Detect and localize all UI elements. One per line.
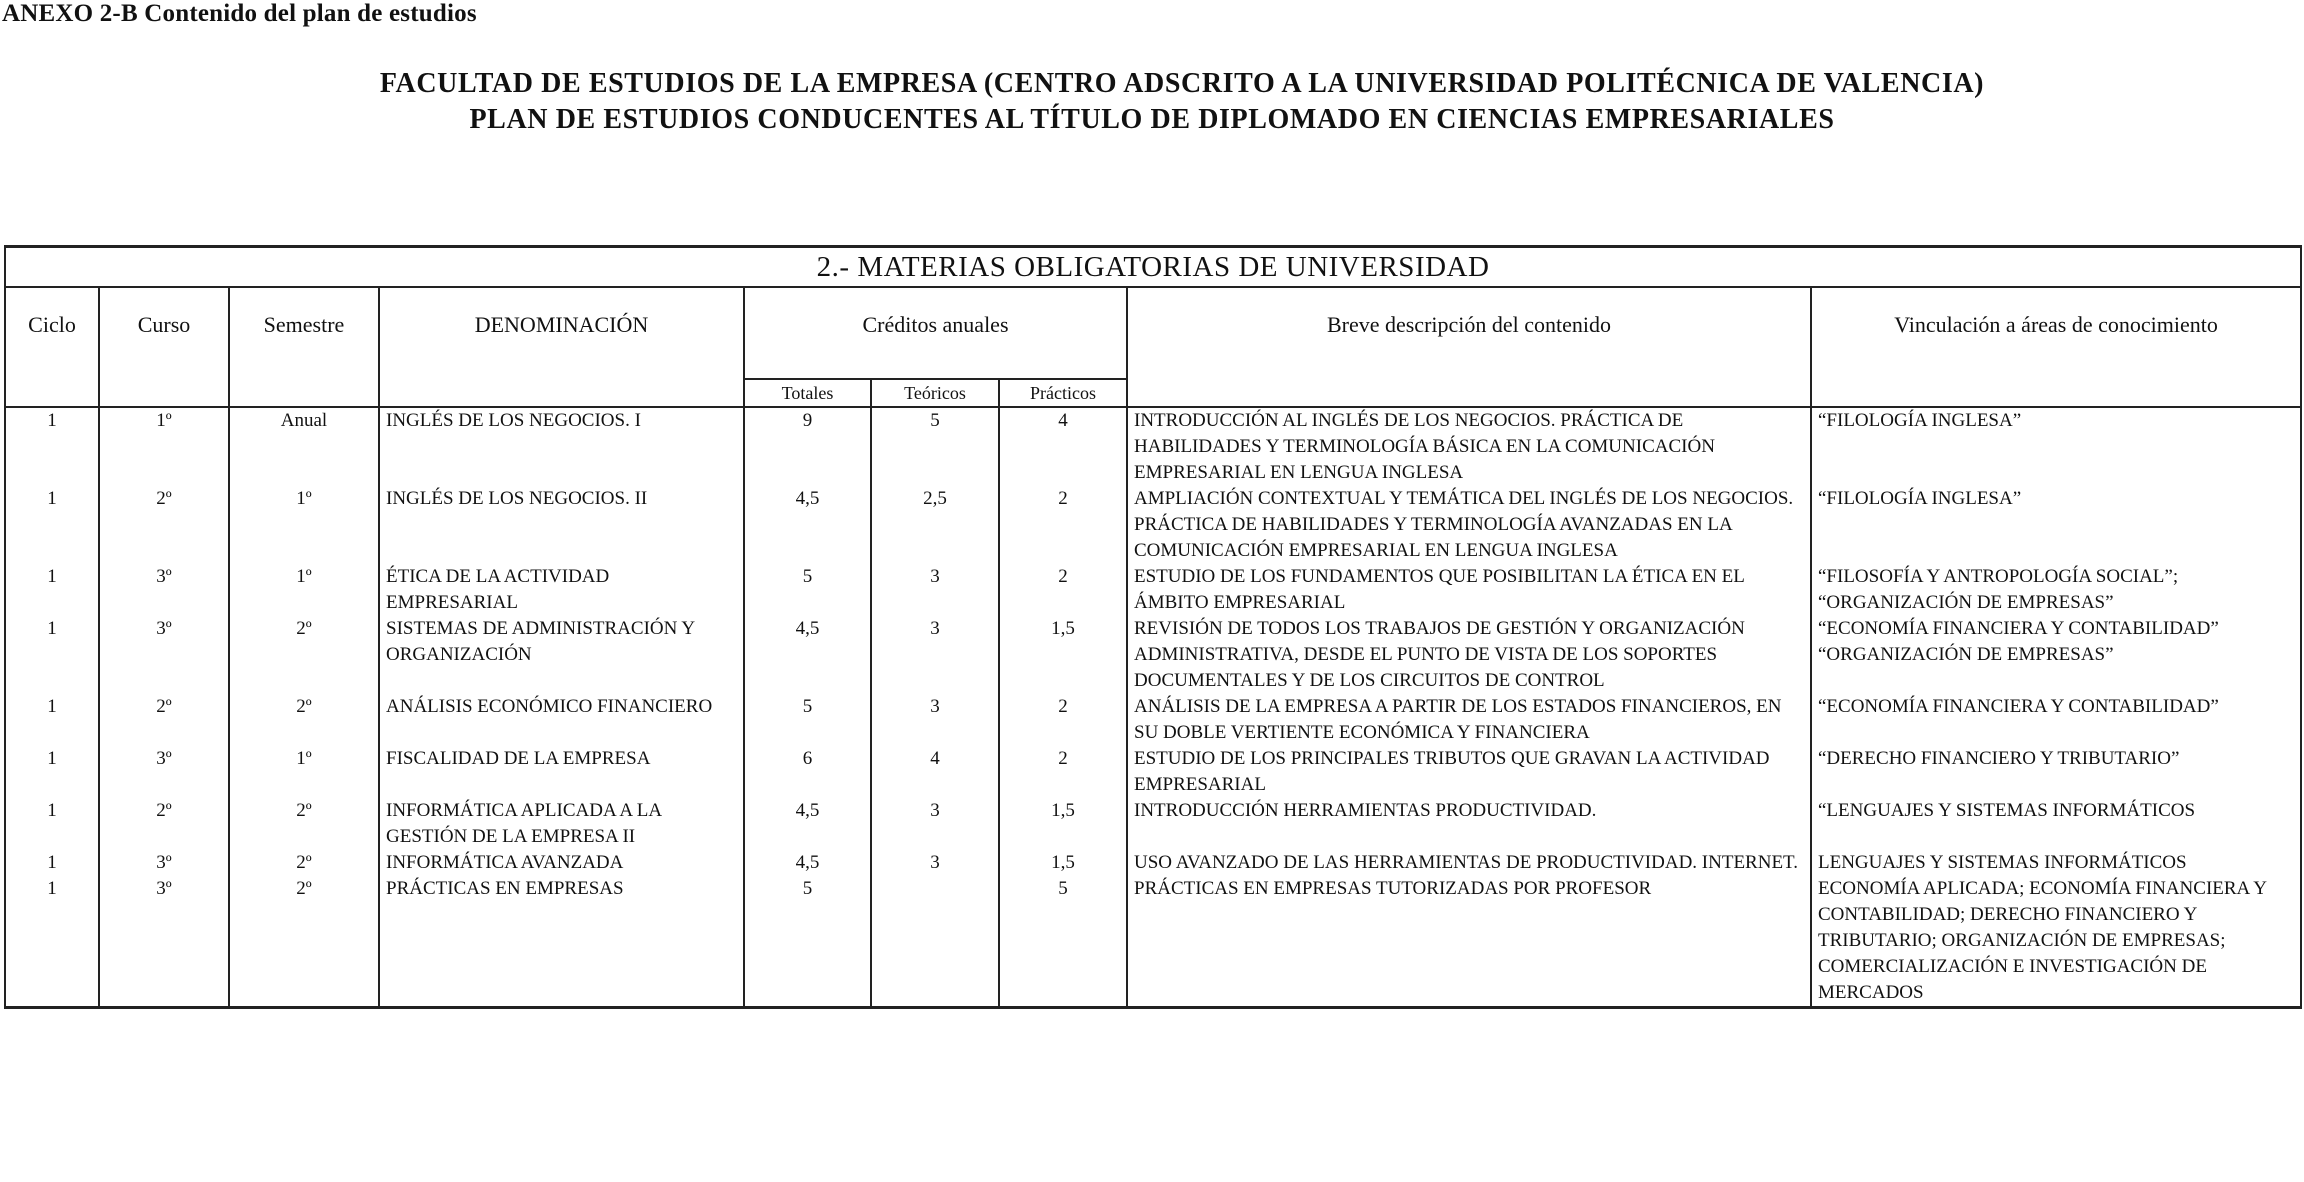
cell-denominacion: INFORMÁTICA AVANZADA [379,850,744,876]
table-row [5,746,2301,798]
cell-denominacion: INGLÉS DE LOS NEGOCIOS. II [379,486,744,564]
title-line-2: PLAN DE ESTUDIOS CONDUCENTES AL TÍTULO DE DIPLOMADO EN CIENCIAS EMPRESARIALES [469,104,1835,135]
cell-semestre: 2º [229,850,379,876]
cell-ciclo: 1 [5,564,99,616]
document-title-block [0,66,2304,138]
cell-teoricos: 2,5 [871,486,999,564]
cell-semestre: 1º [229,486,379,564]
table-row [5,407,2301,486]
cell-curso: 1º [99,407,229,486]
cell-practicos: 4 [999,407,1127,486]
title-line-1: FACULTAD DE ESTUDIOS DE LA EMPRESA (CENTRO ADSCRITO A LA UNIVERSIDAD POLITÉCNICA DE VALENCIA) [379,68,1985,99]
cell-curso: 3º [99,564,229,616]
cell-vinculacion: “FILOSOFÍA Y ANTROPOLOGÍA SOCIAL”; “ORGANIZACIÓN DE EMPRESAS” [1811,564,2301,616]
cell-curso: 3º [99,876,229,1008]
cell-ciclo: 1 [5,486,99,564]
cell-totales: 9 [744,407,871,486]
cell-semestre: 2º [229,876,379,1008]
cell-denominacion: FISCALIDAD DE LA EMPRESA [379,746,744,798]
cell-ciclo: 1 [5,616,99,694]
col-header-curso: Curso [99,287,229,407]
col-header-vinculacion: Vinculación a áreas de conocimiento [1811,287,2301,407]
cell-teoricos: 5 [871,407,999,486]
table-row [5,876,2301,1008]
cell-ciclo: 1 [5,746,99,798]
cell-descripcion: REVISIÓN DE TODOS LOS TRABAJOS DE GESTIÓN Y ORGANIZACIÓN ADMINISTRATIVA, DESDE EL PUNTO DE VISTA DE LOS SOPORTES DOCUMENTALES Y DE LOS CIRCUITOS DE CONTROL [1127,616,1811,694]
cell-practicos: 1,5 [999,616,1127,694]
cell-descripcion: ANÁLISIS DE LA EMPRESA A PARTIR DE LOS ESTADOS FINANCIEROS, EN SU DOBLE VERTIENTE ECONÓMICA Y FINANCIERA [1127,694,1811,746]
cell-descripcion: AMPLIACIÓN CONTEXTUAL Y TEMÁTICA DEL INGLÉS DE LOS NEGOCIOS. PRÁCTICA DE HABILIDADES Y TERMINOLOGÍA AVANZADAS EN LA COMUNICACIÓN EMPRESARIAL EN LENGUA INGLESA [1127,486,1811,564]
cell-practicos: 2 [999,746,1127,798]
cell-semestre: 2º [229,616,379,694]
cell-vinculacion: ECONOMÍA APLICADA; ECONOMÍA FINANCIERA Y CONTABILIDAD; DERECHO FINANCIERO Y TRIBUTARIO; ORGANIZACIÓN DE EMPRESAS; COMERCIALIZACIÓN E INVESTIGACIÓN DE MERCADOS [1811,876,2301,1008]
cell-vinculacion: “FILOLOGÍA INGLESA” [1811,407,2301,486]
cell-ciclo: 1 [5,850,99,876]
cell-semestre: 2º [229,798,379,850]
cell-semestre: Anual [229,407,379,486]
cell-practicos: 2 [999,694,1127,746]
cell-teoricos: 3 [871,616,999,694]
table-row [5,486,2301,564]
table-row [5,616,2301,694]
cell-vinculacion: “FILOLOGÍA INGLESA” [1811,486,2301,564]
cell-curso: 2º [99,694,229,746]
cell-curso: 2º [99,486,229,564]
cell-descripcion: INTRODUCCIÓN HERRAMIENTAS PRODUCTIVIDAD. [1127,798,1811,850]
table-row [5,694,2301,746]
cell-vinculacion: “DERECHO FINANCIERO Y TRIBUTARIO” [1811,746,2301,798]
cell-teoricos: 3 [871,798,999,850]
cell-vinculacion: “LENGUAJES Y SISTEMAS INFORMÁTICOS [1811,798,2301,850]
cell-teoricos: 3 [871,564,999,616]
col-header-totales: Totales [744,379,871,407]
cell-denominacion: INFORMÁTICA APLICADA A LA GESTIÓN DE LA EMPRESA II [379,798,744,850]
cell-denominacion: ÉTICA DE LA ACTIVIDAD EMPRESARIAL [379,564,744,616]
cell-denominacion: ANÁLISIS ECONÓMICO FINANCIERO [379,694,744,746]
cell-curso: 3º [99,850,229,876]
cell-teoricos: 4 [871,746,999,798]
section-title: 2.- MATERIAS OBLIGATORIAS DE UNIVERSIDAD [5,247,2301,288]
cell-practicos: 5 [999,876,1127,1008]
cell-semestre: 2º [229,694,379,746]
cell-practicos: 2 [999,486,1127,564]
cell-curso: 3º [99,616,229,694]
cell-descripcion: USO AVANZADO DE LAS HERRAMIENTAS DE PRODUCTIVIDAD. INTERNET. [1127,850,1811,876]
cell-denominacion: INGLÉS DE LOS NEGOCIOS. I [379,407,744,486]
cell-teoricos: 3 [871,850,999,876]
cell-totales: 6 [744,746,871,798]
cell-ciclo: 1 [5,876,99,1008]
cell-curso: 2º [99,798,229,850]
study-plan-table [4,245,2302,1009]
col-header-denominacion: DENOMINACIÓN [379,287,744,407]
cell-ciclo: 1 [5,798,99,850]
cell-semestre: 1º [229,564,379,616]
cell-totales: 5 [744,694,871,746]
cell-practicos: 2 [999,564,1127,616]
cell-descripcion: ESTUDIO DE LOS FUNDAMENTOS QUE POSIBILITAN LA ÉTICA EN EL ÁMBITO EMPRESARIAL [1127,564,1811,616]
cell-totales: 4,5 [744,486,871,564]
cell-descripcion: ESTUDIO DE LOS PRINCIPALES TRIBUTOS QUE GRAVAN LA ACTIVIDAD EMPRESARIAL [1127,746,1811,798]
cell-ciclo: 1 [5,407,99,486]
cell-vinculacion: LENGUAJES Y SISTEMAS INFORMÁTICOS [1811,850,2301,876]
cell-vinculacion: “ECONOMÍA FINANCIERA Y CONTABILIDAD” [1811,694,2301,746]
cell-descripcion: INTRODUCCIÓN AL INGLÉS DE LOS NEGOCIOS. PRÁCTICA DE HABILIDADES Y TERMINOLOGÍA BÁSICA EN LA COMUNICACIÓN EMPRESARIAL EN LENGUA INGLESA [1127,407,1811,486]
table-row [5,564,2301,616]
cell-totales: 4,5 [744,798,871,850]
col-header-descripcion: Breve descripción del contenido [1127,287,1811,407]
col-header-semestre: Semestre [229,287,379,407]
cell-semestre: 1º [229,746,379,798]
cell-descripcion: PRÁCTICAS EN EMPRESAS TUTORIZADAS POR PROFESOR [1127,876,1811,1008]
cell-totales: 4,5 [744,850,871,876]
cell-teoricos: 3 [871,694,999,746]
table-row [5,798,2301,850]
col-header-creditos: Créditos anuales [744,287,1127,379]
col-header-ciclo: Ciclo [5,287,99,407]
cell-curso: 3º [99,746,229,798]
cell-denominacion: SISTEMAS DE ADMINISTRACIÓN Y ORGANIZACIÓN [379,616,744,694]
cell-teoricos [871,876,999,1008]
cell-vinculacion: “ECONOMÍA FINANCIERA Y CONTABILIDAD” “ORGANIZACIÓN DE EMPRESAS” [1811,616,2301,694]
cell-totales: 4,5 [744,616,871,694]
col-header-practicos: Prácticos [999,379,1127,407]
cell-totales: 5 [744,564,871,616]
col-header-teoricos: Teóricos [871,379,999,407]
cell-totales: 5 [744,876,871,1008]
cell-ciclo: 1 [5,694,99,746]
cell-practicos: 1,5 [999,850,1127,876]
annex-heading: ANEXO 2-B Contenido del plan de estudios [2,0,477,27]
cell-practicos: 1,5 [999,798,1127,850]
table-row [5,850,2301,876]
cell-denominacion: PRÁCTICAS EN EMPRESAS [379,876,744,1008]
